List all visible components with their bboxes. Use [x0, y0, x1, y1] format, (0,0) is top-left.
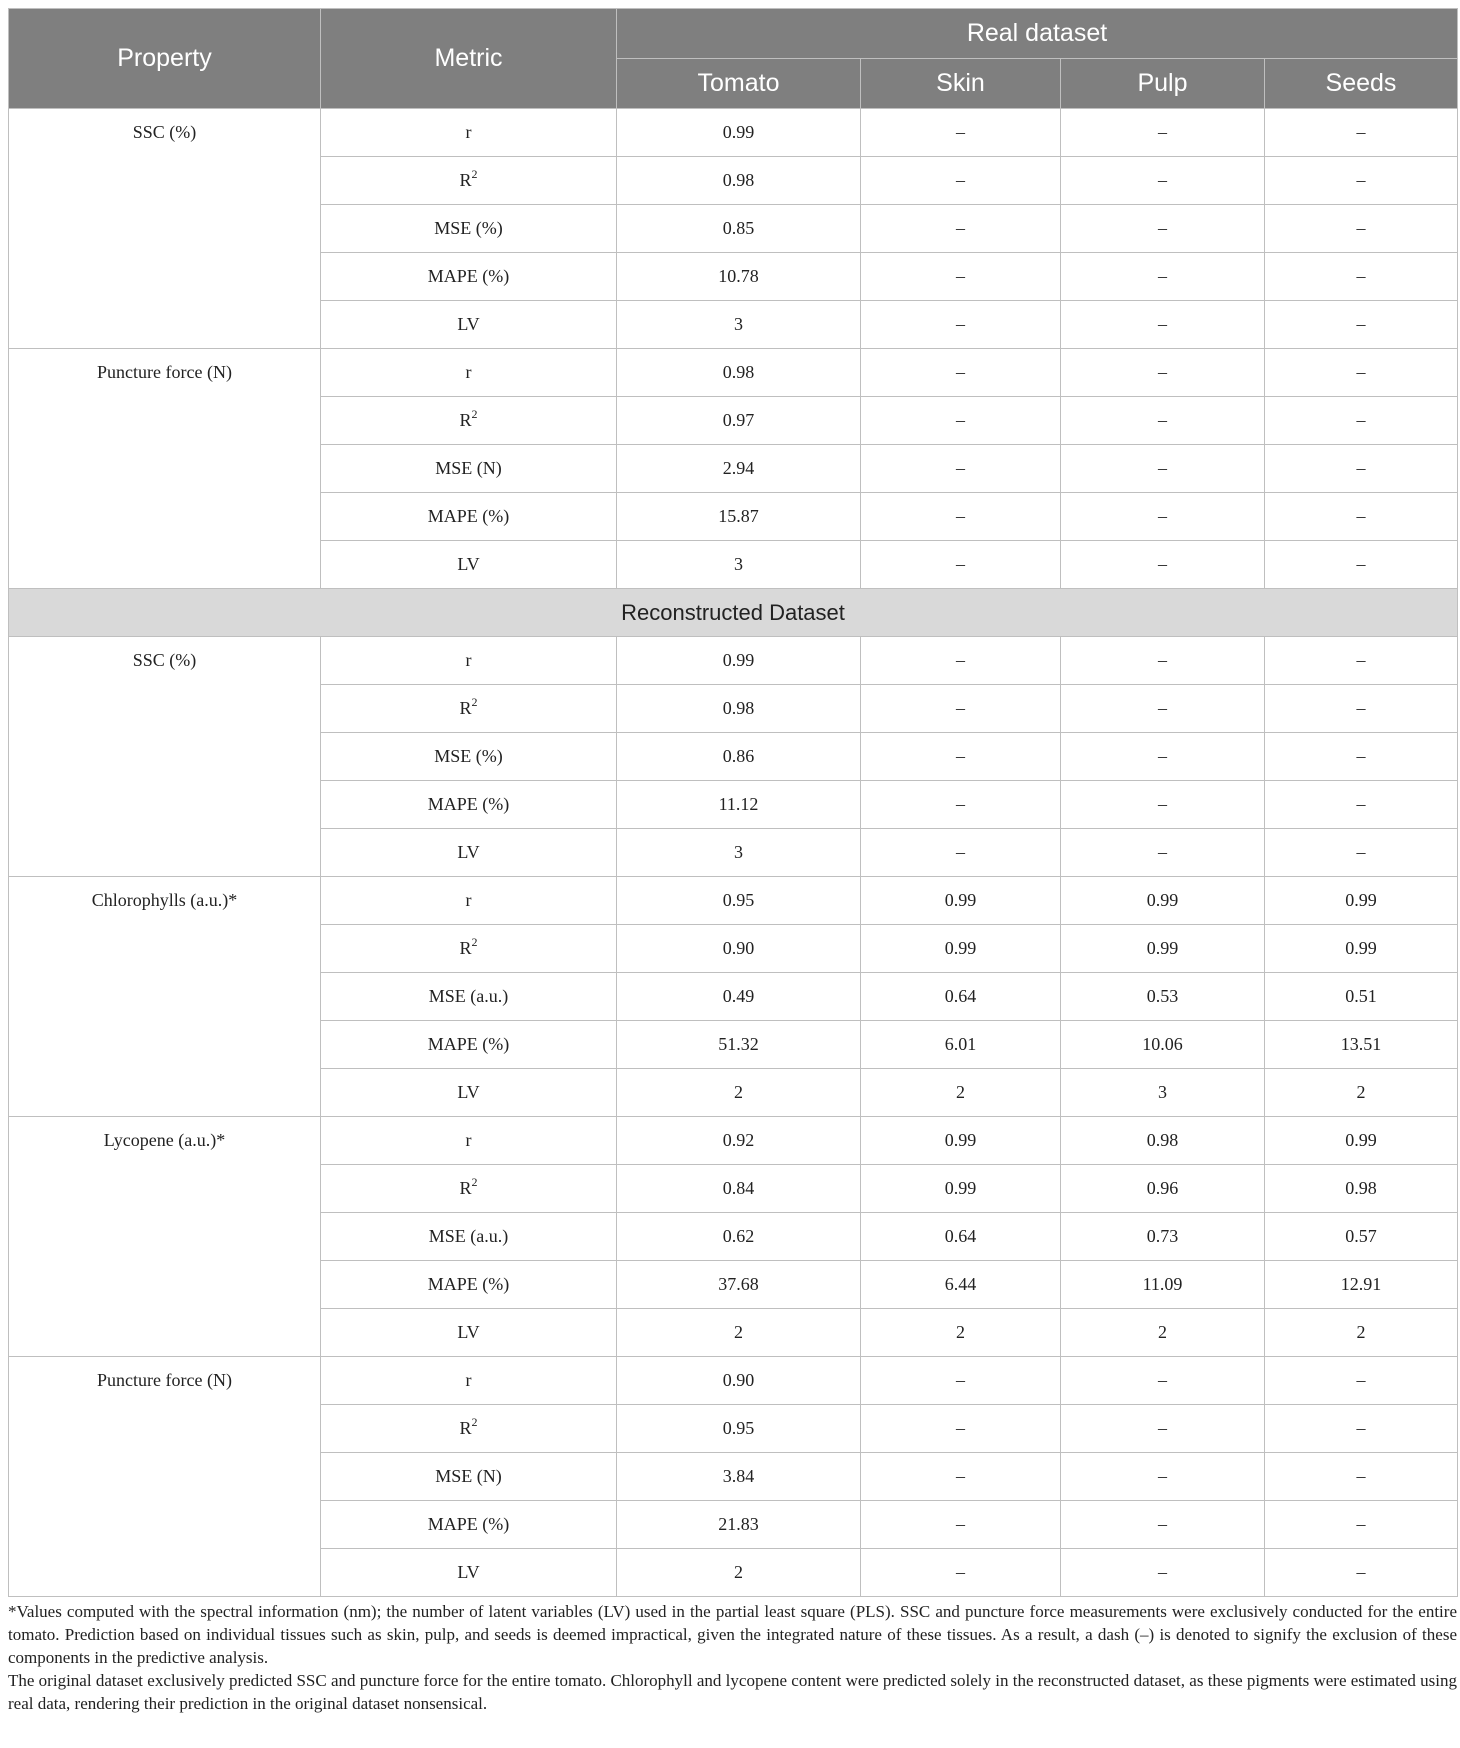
value-cell-skin: 0.99: [861, 877, 1061, 925]
value-cell-tomato: 0.92: [617, 1117, 861, 1165]
value-cell-pulp: –: [1061, 445, 1265, 493]
metric-label: LV: [457, 314, 480, 334]
table-row: [9, 877, 1458, 925]
metric-cell: [321, 685, 617, 733]
value-cell-skin: –: [861, 781, 1061, 829]
table-row: [9, 1165, 1458, 1213]
value-cell-pulp: –: [1061, 205, 1265, 253]
metric-superscript: 2: [471, 935, 478, 949]
value-cell-skin: 2: [861, 1069, 1061, 1117]
value-cell-tomato: 0.98: [617, 685, 861, 733]
value-cell-skin: –: [861, 205, 1061, 253]
metric-label: MAPE (%): [427, 266, 510, 286]
table-row: [9, 301, 1458, 349]
table-row: [9, 397, 1458, 445]
value-cell-tomato: 15.87: [617, 493, 861, 541]
section-row: [9, 589, 1458, 637]
property-cell: [9, 685, 321, 733]
value-cell-seeds: 12.91: [1265, 1261, 1458, 1309]
table-row: [9, 349, 1458, 397]
value-cell-pulp: –: [1061, 637, 1265, 685]
metric-label: R: [459, 1178, 472, 1198]
property-label: Puncture force (N): [97, 1370, 232, 1391]
table-row: [9, 1213, 1458, 1261]
metric-label: MSE (N): [435, 458, 502, 478]
value-cell-pulp: –: [1061, 301, 1265, 349]
value-cell-pulp: 2: [1061, 1309, 1265, 1357]
table-row: [9, 1501, 1458, 1549]
value-cell-seeds: –: [1265, 253, 1458, 301]
value-cell-skin: –: [861, 253, 1061, 301]
header-property: Property: [9, 9, 321, 109]
property-cell: [9, 1405, 321, 1453]
metric-cell: [321, 109, 617, 157]
table-row: [9, 1117, 1458, 1165]
header-metric: Metric: [321, 9, 617, 109]
metric-label: MAPE (%): [427, 1274, 510, 1294]
value-cell-seeds: –: [1265, 541, 1458, 589]
value-cell-seeds: –: [1265, 637, 1458, 685]
metric-label: LV: [457, 1322, 480, 1342]
value-cell-pulp: –: [1061, 1405, 1265, 1453]
property-cell: [9, 349, 321, 397]
metric-cell: [321, 1357, 617, 1405]
value-cell-seeds: 0.57: [1265, 1213, 1458, 1261]
table-row: [9, 1405, 1458, 1453]
property-cell: [9, 781, 321, 829]
table-row: [9, 1069, 1458, 1117]
metric-cell: [321, 1453, 617, 1501]
value-cell-skin: 6.44: [861, 1261, 1061, 1309]
value-cell-tomato: 0.95: [617, 877, 861, 925]
value-cell-pulp: –: [1061, 1357, 1265, 1405]
value-cell-seeds: –: [1265, 1501, 1458, 1549]
metric-label: r: [465, 362, 472, 382]
metric-superscript: 2: [471, 1415, 478, 1429]
metric-cell: [321, 301, 617, 349]
property-cell: [9, 1213, 321, 1261]
metric-cell: [321, 781, 617, 829]
value-cell-skin: 0.99: [861, 1165, 1061, 1213]
property-label: Lycopene (a.u.)*: [103, 1130, 226, 1151]
value-cell-skin: –: [861, 109, 1061, 157]
metric-cell: [321, 157, 617, 205]
metric-label: MSE (a.u.): [428, 986, 509, 1006]
metric-superscript: 2: [471, 695, 478, 709]
value-cell-tomato: 2: [617, 1549, 861, 1597]
value-cell-seeds: –: [1265, 445, 1458, 493]
value-cell-seeds: 2: [1265, 1069, 1458, 1117]
property-label: Chlorophylls (a.u.)*: [91, 890, 238, 911]
table-row: [9, 637, 1458, 685]
value-cell-pulp: –: [1061, 733, 1265, 781]
property-cell: [9, 637, 321, 685]
table-row: [9, 1309, 1458, 1357]
value-cell-seeds: –: [1265, 1453, 1458, 1501]
property-cell: [9, 925, 321, 973]
property-cell: [9, 829, 321, 877]
metric-cell: [321, 637, 617, 685]
metric-label: R: [459, 410, 472, 430]
property-cell: [9, 1021, 321, 1069]
metric-label: MAPE (%): [427, 794, 510, 814]
value-cell-tomato: 0.97: [617, 397, 861, 445]
header-skin: Skin: [861, 59, 1061, 109]
value-cell-seeds: –: [1265, 781, 1458, 829]
table-row: [9, 781, 1458, 829]
value-cell-skin: –: [861, 685, 1061, 733]
table-row: [9, 1021, 1458, 1069]
metric-label: r: [465, 122, 472, 142]
value-cell-skin: –: [861, 349, 1061, 397]
table-row: [9, 973, 1458, 1021]
metric-cell: [321, 205, 617, 253]
value-cell-skin: –: [861, 493, 1061, 541]
value-cell-tomato: 51.32: [617, 1021, 861, 1069]
property-cell: [9, 541, 321, 589]
value-cell-pulp: –: [1061, 685, 1265, 733]
value-cell-seeds: –: [1265, 829, 1458, 877]
value-cell-tomato: 0.99: [617, 109, 861, 157]
metric-label: R: [459, 1418, 472, 1438]
table-row: [9, 541, 1458, 589]
value-cell-seeds: –: [1265, 733, 1458, 781]
metric-label: MSE (%): [434, 746, 503, 766]
metric-label: LV: [457, 1082, 480, 1102]
value-cell-pulp: –: [1061, 349, 1265, 397]
metric-cell: [321, 925, 617, 973]
value-cell-seeds: –: [1265, 1549, 1458, 1597]
value-cell-skin: –: [861, 1549, 1061, 1597]
value-cell-pulp: 0.53: [1061, 973, 1265, 1021]
value-cell-tomato: 2.94: [617, 445, 861, 493]
metric-cell: [321, 1069, 617, 1117]
table-row: [9, 1261, 1458, 1309]
table-row: [9, 925, 1458, 973]
value-cell-skin: –: [861, 1405, 1061, 1453]
metric-label: MSE (%): [434, 218, 503, 238]
metric-label: r: [465, 1130, 472, 1150]
property-cell: [9, 733, 321, 781]
value-cell-skin: –: [861, 397, 1061, 445]
value-cell-skin: –: [861, 157, 1061, 205]
value-cell-pulp: 0.73: [1061, 1213, 1265, 1261]
value-cell-seeds: –: [1265, 205, 1458, 253]
property-cell: [9, 973, 321, 1021]
value-cell-pulp: 3: [1061, 1069, 1265, 1117]
metric-label: LV: [457, 554, 480, 574]
value-cell-pulp: –: [1061, 541, 1265, 589]
metric-superscript: 2: [471, 167, 478, 181]
metric-label: MAPE (%): [427, 1514, 510, 1534]
table-row: [9, 109, 1458, 157]
value-cell-tomato: 0.98: [617, 157, 861, 205]
table-row: [9, 253, 1458, 301]
table-body: [9, 109, 1458, 1597]
value-cell-pulp: –: [1061, 397, 1265, 445]
metric-cell: [321, 1261, 617, 1309]
value-cell-tomato: 0.90: [617, 1357, 861, 1405]
metric-cell: [321, 397, 617, 445]
table-header: [9, 9, 1458, 109]
value-cell-seeds: –: [1265, 1357, 1458, 1405]
header-pulp: Pulp: [1061, 59, 1265, 109]
value-cell-pulp: 0.96: [1061, 1165, 1265, 1213]
value-cell-seeds: –: [1265, 109, 1458, 157]
metric-superscript: 2: [471, 407, 478, 421]
value-cell-tomato: 0.85: [617, 205, 861, 253]
property-cell: [9, 1261, 321, 1309]
value-cell-seeds: 2: [1265, 1309, 1458, 1357]
value-cell-pulp: 0.99: [1061, 925, 1265, 973]
value-cell-tomato: 21.83: [617, 1501, 861, 1549]
results-table: [8, 8, 1458, 1597]
value-cell-tomato: 3: [617, 541, 861, 589]
value-cell-pulp: –: [1061, 1501, 1265, 1549]
property-cell: [9, 397, 321, 445]
value-cell-pulp: –: [1061, 1453, 1265, 1501]
table-row: [9, 205, 1458, 253]
value-cell-skin: 6.01: [861, 1021, 1061, 1069]
property-label: Puncture force (N): [97, 362, 232, 383]
table-row: [9, 733, 1458, 781]
metric-cell: [321, 1117, 617, 1165]
section-label: Reconstructed Dataset: [9, 589, 1458, 637]
metric-cell: [321, 493, 617, 541]
table-footnotes: [8, 1600, 1457, 1715]
value-cell-skin: –: [861, 829, 1061, 877]
metric-cell: [321, 253, 617, 301]
header-tomato: Tomato: [617, 59, 861, 109]
property-cell: [9, 877, 321, 925]
property-label: SSC (%): [132, 122, 197, 143]
metric-label: r: [465, 650, 472, 670]
value-cell-seeds: 0.99: [1265, 925, 1458, 973]
value-cell-seeds: –: [1265, 349, 1458, 397]
value-cell-seeds: –: [1265, 157, 1458, 205]
metric-cell: [321, 445, 617, 493]
metric-label: MAPE (%): [427, 1034, 510, 1054]
property-cell: [9, 157, 321, 205]
value-cell-seeds: –: [1265, 1405, 1458, 1453]
table-row: [9, 445, 1458, 493]
value-cell-tomato: 0.95: [617, 1405, 861, 1453]
value-cell-skin: –: [861, 541, 1061, 589]
metric-cell: [321, 733, 617, 781]
property-cell: [9, 1357, 321, 1405]
value-cell-skin: 0.99: [861, 1117, 1061, 1165]
value-cell-skin: –: [861, 1501, 1061, 1549]
property-cell: [9, 253, 321, 301]
metric-label: LV: [457, 1562, 480, 1582]
value-cell-tomato: 0.86: [617, 733, 861, 781]
metric-label: r: [465, 890, 472, 910]
value-cell-pulp: 0.99: [1061, 877, 1265, 925]
property-cell: [9, 205, 321, 253]
value-cell-skin: –: [861, 733, 1061, 781]
value-cell-tomato: 0.62: [617, 1213, 861, 1261]
value-cell-pulp: 10.06: [1061, 1021, 1265, 1069]
value-cell-skin: –: [861, 1453, 1061, 1501]
value-cell-seeds: –: [1265, 301, 1458, 349]
property-cell: [9, 493, 321, 541]
value-cell-tomato: 37.68: [617, 1261, 861, 1309]
metric-cell: [321, 541, 617, 589]
value-cell-seeds: –: [1265, 397, 1458, 445]
table-row: [9, 157, 1458, 205]
value-cell-seeds: –: [1265, 493, 1458, 541]
metric-label: R: [459, 170, 472, 190]
metric-superscript: 2: [471, 1175, 478, 1189]
property-cell: [9, 1453, 321, 1501]
value-cell-pulp: –: [1061, 157, 1265, 205]
value-cell-pulp: –: [1061, 253, 1265, 301]
value-cell-tomato: 0.49: [617, 973, 861, 1021]
property-label: SSC (%): [132, 650, 197, 671]
table-container: [8, 8, 1457, 1715]
value-cell-seeds: 13.51: [1265, 1021, 1458, 1069]
value-cell-pulp: –: [1061, 829, 1265, 877]
metric-label: MAPE (%): [427, 506, 510, 526]
property-cell: [9, 301, 321, 349]
value-cell-pulp: 11.09: [1061, 1261, 1265, 1309]
property-cell: [9, 1549, 321, 1597]
value-cell-tomato: 3: [617, 829, 861, 877]
value-cell-tomato: 10.78: [617, 253, 861, 301]
value-cell-seeds: –: [1265, 685, 1458, 733]
property-cell: [9, 1501, 321, 1549]
metric-cell: [321, 877, 617, 925]
value-cell-pulp: –: [1061, 109, 1265, 157]
value-cell-skin: –: [861, 637, 1061, 685]
value-cell-tomato: 2: [617, 1069, 861, 1117]
metric-cell: [321, 1213, 617, 1261]
value-cell-tomato: 0.99: [617, 637, 861, 685]
property-cell: [9, 1165, 321, 1213]
property-cell: [9, 1117, 321, 1165]
value-cell-tomato: 11.12: [617, 781, 861, 829]
value-cell-tomato: 0.90: [617, 925, 861, 973]
value-cell-pulp: –: [1061, 1549, 1265, 1597]
table-row: [9, 1453, 1458, 1501]
header-seeds: Seeds: [1265, 59, 1458, 109]
value-cell-tomato: 0.84: [617, 1165, 861, 1213]
value-cell-skin: 0.64: [861, 973, 1061, 1021]
header-real-dataset: Real dataset: [617, 9, 1458, 59]
value-cell-seeds: 0.98: [1265, 1165, 1458, 1213]
table-row: [9, 685, 1458, 733]
metric-cell: [321, 1501, 617, 1549]
property-cell: [9, 1309, 321, 1357]
value-cell-skin: 0.99: [861, 925, 1061, 973]
metric-cell: [321, 973, 617, 1021]
property-cell: [9, 445, 321, 493]
property-cell: [9, 109, 321, 157]
value-cell-skin: 2: [861, 1309, 1061, 1357]
value-cell-tomato: 0.98: [617, 349, 861, 397]
metric-cell: [321, 1021, 617, 1069]
value-cell-tomato: 2: [617, 1309, 861, 1357]
metric-label: r: [465, 1370, 472, 1390]
table-row: [9, 829, 1458, 877]
value-cell-skin: 0.64: [861, 1213, 1061, 1261]
table-row: [9, 493, 1458, 541]
value-cell-seeds: 0.99: [1265, 1117, 1458, 1165]
metric-cell: [321, 1309, 617, 1357]
value-cell-tomato: 3.84: [617, 1453, 861, 1501]
metric-cell: [321, 1165, 617, 1213]
metric-cell: [321, 349, 617, 397]
value-cell-skin: –: [861, 1357, 1061, 1405]
footnote-1: *Values computed with the spectral information (nm); the number of latent variables (LV) used in the partial least square (PLS). SSC and puncture force measurements were exclusively conducted for the entire tomato. Prediction based on individual tissues such as skin, pulp, and seeds is deemed impractical, given the integrated nature of these tissues. As a result, a dash (–) is denoted to signify the exclusion of these components in the predictive analysis.: [8, 1602, 1457, 1667]
table-row: [9, 1357, 1458, 1405]
value-cell-skin: –: [861, 445, 1061, 493]
value-cell-skin: –: [861, 301, 1061, 349]
value-cell-seeds: 0.51: [1265, 973, 1458, 1021]
property-cell: [9, 1069, 321, 1117]
metric-cell: [321, 829, 617, 877]
value-cell-pulp: –: [1061, 493, 1265, 541]
value-cell-pulp: –: [1061, 781, 1265, 829]
metric-cell: [321, 1405, 617, 1453]
metric-label: R: [459, 938, 472, 958]
metric-label: MSE (a.u.): [428, 1226, 509, 1246]
metric-label: LV: [457, 842, 480, 862]
value-cell-seeds: 0.99: [1265, 877, 1458, 925]
metric-label: R: [459, 698, 472, 718]
value-cell-pulp: 0.98: [1061, 1117, 1265, 1165]
table-row: [9, 1549, 1458, 1597]
metric-label: MSE (N): [435, 1466, 502, 1486]
footnote-2: The original dataset exclusively predicted SSC and puncture force for the entire tomato. Chlorophyll and lycopene content were predicted solely in the reconstructed dataset, as these pigments were estimated using real data, rendering their prediction in the original dataset nonsensical.: [8, 1671, 1457, 1713]
metric-cell: [321, 1549, 617, 1597]
value-cell-tomato: 3: [617, 301, 861, 349]
